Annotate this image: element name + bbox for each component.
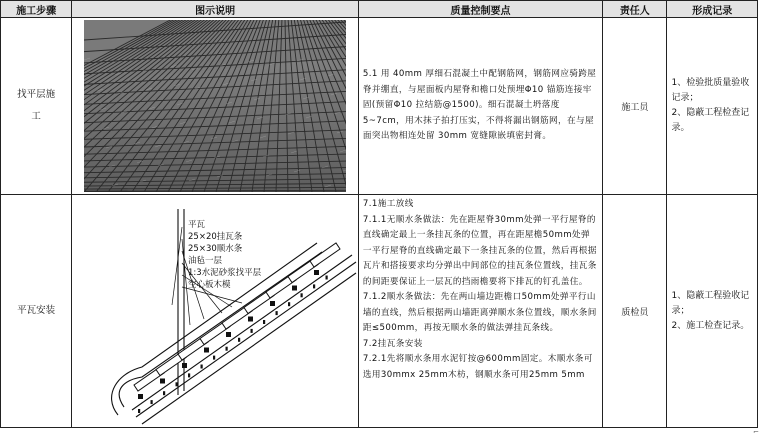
records-cell <box>667 195 758 428</box>
quality-text: 5.1 用 40mm 厚细石混凝土中配钢筋网，钢筋网应骑跨屋脊并绷直，与屋面板内屋脊和檐口处预埋Φ10 锚筋连接牢固(预留Φ10 拉结筋@1500)。细石混凝土坍落度 5~7cm，用木抹子拍打压实，不得将漏出钢筋网，在与屋面突出物相连处留 30mm 宽缝隙嵌填密封膏。 <box>362 69 597 142</box>
record-item: 2、隐蔽工程检查记录。 <box>671 108 750 133</box>
roof-tile-diagram <box>72 195 357 427</box>
rebar-mesh-photo <box>84 20 346 192</box>
responsible-cell: 施工员 <box>603 18 667 195</box>
step-label-line2: 工 <box>31 111 41 122</box>
quality-line: 7.1.1无顺水条做法：先在距屋脊30mm处弹一平行屋脊的直线确定最上一条挂瓦条的位置，再在距屋檐50mm处弹一平行屋脊的直线确定最下一条挂瓦条的位置，然后再根据瓦片和搭接要求均分弹出中间部位的挂瓦条位置线，挂瓦条的间距要保证上一层瓦的挡雨檐要将下排瓦的钉孔盖住。 <box>362 214 597 287</box>
diagram-label: 1:3水泥砂浆找平层 <box>188 268 262 278</box>
table-row <box>1 195 758 428</box>
quality-line: 7.1施工放线 <box>362 199 414 209</box>
step-cell: 平瓦安装 <box>1 195 72 428</box>
diagram-label: 25×30顺水条 <box>188 244 243 254</box>
header-step: 施工步骤 <box>1 1 72 18</box>
diagram-label: 平瓦 <box>188 220 206 230</box>
step-label-line1: 找平层施 <box>17 89 56 100</box>
header-quality: 质量控制要点 <box>358 1 602 18</box>
diagram-label: 25×20挂瓦条 <box>188 232 243 242</box>
record-item: 1、检验批质量验收记录； <box>671 78 750 103</box>
quality-cell <box>358 195 602 428</box>
responsible-cell: 质检员 <box>603 195 667 428</box>
quality-line: 7.2.1先将顺水条用水泥钉按@600mm固定。木顺水条可选用30mmx 25mm木枋，钢顺水条可用25mm 5mm <box>362 354 593 380</box>
records-cell <box>667 18 758 195</box>
step-cell <box>1 18 72 195</box>
diagram-label: 油毡一层 <box>188 256 223 266</box>
header-records: 形成记录 <box>667 1 758 18</box>
header-illustration: 图示说明 <box>72 1 359 18</box>
diagram-cell <box>72 195 359 428</box>
table-row <box>1 18 758 195</box>
quality-line: 7.1.2顺水条做法：先在两山墙边距檐口50mm处弹平行山墙的直线，然后根据两山墙距离弹顺水条位置线，顺水条间距≤500mm，再按无顺水条的做法弹挂瓦条线。 <box>362 292 597 333</box>
quality-line: 7.2挂瓦条安装 <box>362 338 423 349</box>
record-item: 2、施工检查记录。 <box>671 320 750 331</box>
diagram-label: 空心板木模 <box>188 280 231 290</box>
header-row <box>1 1 758 18</box>
header-responsible: 责任人 <box>603 1 667 18</box>
record-item: 1、隐蔽工程验收记录； <box>671 290 750 316</box>
quality-cell <box>358 18 602 195</box>
corner-mark: ⌐ <box>753 428 759 436</box>
photo-cell <box>72 18 359 195</box>
